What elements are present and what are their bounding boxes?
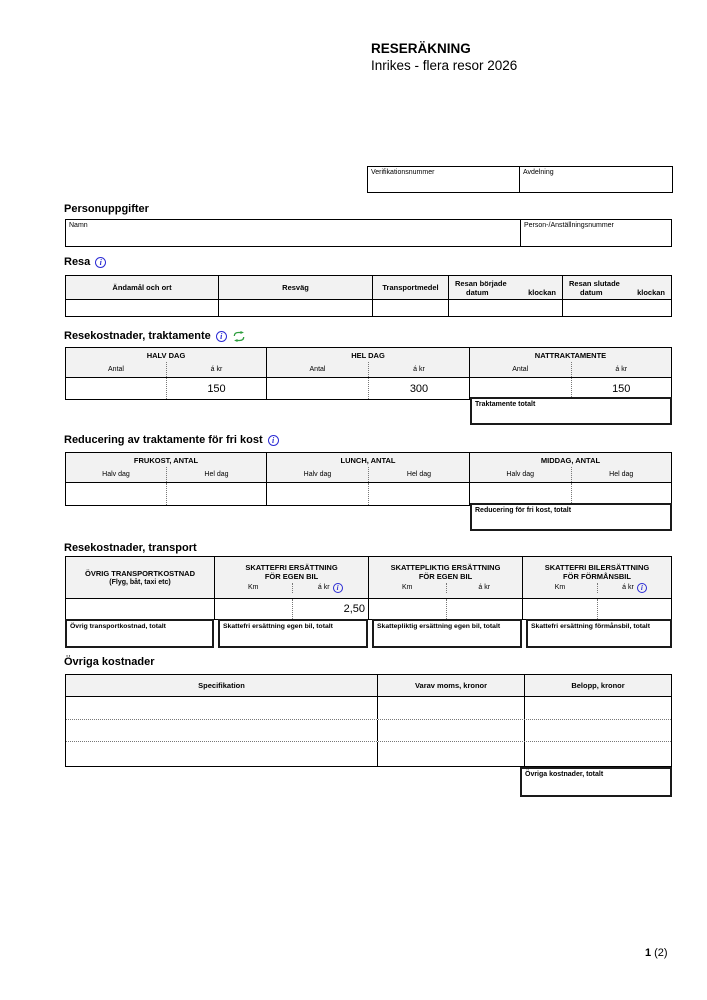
reducering-heading [64, 434, 279, 446]
heldag-label: Hel dag [368, 467, 469, 482]
reducering-group-frukost: FRUKOST, ANTAL [66, 453, 267, 467]
verifikationsnummer-field[interactable] [368, 167, 520, 192]
transport-table [65, 556, 672, 620]
skattefri-egen-akr-value[interactable]: 2,50 [292, 599, 369, 619]
verifikationsnummer-label: Verifikationsnummer [371, 169, 435, 176]
halvdag-akr-value[interactable]: 150 [166, 378, 266, 399]
traktamente-table [65, 347, 672, 400]
transport-heading: Resekostnader, transport [64, 542, 197, 554]
transport-totals-row [65, 619, 672, 648]
avdelning-label: Avdelning [523, 169, 554, 176]
skattepliktig-egen-akr-input[interactable] [446, 599, 523, 619]
akr-label: á kr [478, 583, 491, 591]
ovriga-spec-input-2[interactable] [66, 720, 378, 741]
akr-label: á kr [571, 362, 672, 377]
resa-table [65, 275, 672, 317]
personuppgifter-heading: Personuppgifter [64, 203, 149, 215]
halvdag-antal-input[interactable] [66, 378, 166, 399]
antal-label: Antal [512, 366, 529, 373]
skattepliktig-egen-km-input[interactable] [369, 599, 446, 619]
reducering-totalt-label: Reducering för fri kost, totalt [475, 507, 572, 514]
skattepliktig-egen-totalt-field[interactable] [372, 619, 522, 648]
resa-heading [64, 256, 106, 268]
formansbil-akr-input[interactable] [597, 599, 671, 619]
traktamente-group-halvdag: HALV DAG [66, 348, 267, 362]
traktamente-totalt-field[interactable] [470, 397, 672, 425]
resa-col-slutade: Resan slutade datum klockan [569, 278, 665, 297]
ovrig-transportkostnad-input[interactable] [66, 599, 215, 619]
resa-borjade-input[interactable] [449, 300, 563, 316]
info-icon[interactable]: i [216, 331, 227, 342]
traktamente-heading-label: Resekostnader, traktamente [64, 330, 211, 342]
frukost-heldag-input[interactable] [166, 483, 266, 505]
page-title: RESERÄKNING [371, 41, 471, 56]
traktamente-totalt-label: Traktamente totalt [475, 401, 536, 408]
transport-col-skattefri-egen: SKATTEFRI ERSÄTTNING FÖR EGEN BIL Km á kr i [215, 557, 369, 598]
ovriga-heading: Övriga kostnader [64, 656, 155, 668]
ovriga-totalt-label: Övriga kostnader, totalt [525, 771, 604, 778]
ovriga-spec-input-1[interactable] [66, 697, 378, 719]
ovriga-belopp-input-2[interactable] [525, 720, 671, 741]
resa-slutade-klockan-label: klockan [637, 287, 665, 297]
skattefri-egen-km-input[interactable] [215, 599, 292, 619]
reducering-table [65, 452, 672, 506]
personnummer-label: Person-/Anställningsnummer [524, 222, 614, 229]
formansbil-km-input[interactable] [523, 599, 597, 619]
lunch-heldag-input[interactable] [368, 483, 469, 505]
skattepliktig-egen-totalt-label: Skattepliktig ersättning egen bil, totalt [377, 623, 501, 630]
personuppgifter-table [65, 219, 672, 247]
antal-label: Antal [309, 366, 326, 373]
halvdag-label: Halv dag [506, 471, 535, 478]
resa-col-transportmedel: Transportmedel [373, 276, 449, 299]
ovriga-moms-input-1[interactable] [378, 697, 525, 719]
resa-col-resvag: Resväg [219, 276, 373, 299]
resa-slutade-input[interactable] [563, 300, 671, 316]
akr-label: á kr [368, 362, 469, 377]
km-label: Km [248, 583, 259, 591]
ovriga-belopp-input-1[interactable] [525, 697, 671, 719]
natt-antal-input[interactable] [470, 378, 571, 399]
formansbil-totalt-field[interactable] [526, 619, 672, 648]
resa-andamal-input[interactable] [66, 300, 219, 316]
ovrig-transportkostnad-totalt-field[interactable] [65, 619, 214, 648]
halvdag-label: Halv dag [102, 471, 130, 478]
resa-resvag-input[interactable] [219, 300, 373, 316]
resa-heading-label: Resa [64, 256, 91, 268]
lunch-halvdag-input[interactable] [267, 483, 368, 505]
reducering-group-middag: MIDDAG, ANTAL [540, 455, 601, 465]
resa-borjade-datum-label: datum [466, 287, 489, 297]
resa-borjade-klockan-label: klockan [528, 287, 556, 297]
traktamente-group-heldag: HEL DAG [267, 348, 470, 362]
avdelning-field[interactable] [520, 167, 672, 192]
personnummer-field[interactable] [521, 220, 671, 246]
page-number-current: 1 [645, 947, 652, 959]
info-icon[interactable]: i [268, 435, 279, 446]
ovriga-belopp-input-3[interactable] [525, 742, 671, 766]
heldag-label: Hel dag [166, 467, 266, 482]
middag-halvdag-input[interactable] [470, 483, 571, 505]
reducering-totalt-field[interactable] [470, 503, 672, 531]
resa-col-borjade: Resan började datum klockan [449, 276, 563, 299]
resa-slutade-datum-label: datum [580, 287, 603, 297]
page-number-total: (2) [654, 947, 668, 959]
traktamente-group-natt: NATTRAKTAMENTE [534, 350, 607, 360]
traktamente-heading [64, 330, 246, 342]
resa-transportmedel-input[interactable] [373, 300, 449, 316]
page-subtitle: Inrikes - flera resor 2026 [371, 58, 518, 73]
heldag-akr-value[interactable]: 300 [368, 378, 469, 399]
ovriga-moms-input-3[interactable] [378, 742, 525, 766]
info-icon[interactable]: i [333, 583, 343, 593]
transport-col-skattepliktig-egen: SKATTEPLIKTIG ERSÄTTNING FÖR EGEN BIL Km á kr [369, 557, 523, 598]
ovriga-table [65, 674, 672, 767]
ovriga-spec-input-3[interactable] [66, 742, 378, 766]
info-icon[interactable]: i [637, 583, 647, 593]
reducering-group-lunch: LUNCH, ANTAL [267, 453, 470, 467]
halvdag-label: Halv dag [303, 471, 332, 478]
reducering-heading-label: Reducering av traktamente för fri kost [64, 434, 263, 446]
ovriga-col-moms: Varav moms, kronor [378, 675, 525, 696]
resa-col-andamal: Ändamål och ort [66, 276, 219, 299]
sync-icon[interactable] [232, 331, 246, 342]
km-label: Km [402, 583, 413, 591]
akr-label: á kr [317, 583, 330, 591]
skattefri-egen-totalt-label: Skattefri ersättning egen bil, totalt [223, 623, 333, 630]
ovriga-col-specifikation: Specifikation [66, 675, 378, 696]
akr-label: á kr [166, 362, 266, 377]
namn-field[interactable] [66, 220, 521, 246]
page-number [645, 947, 668, 959]
frukost-halvdag-input[interactable] [66, 483, 166, 505]
ovriga-moms-input-2[interactable] [378, 720, 525, 741]
transport-col-ovrig: ÖVRIG TRANSPORTKOSTNAD (Flyg, båt, taxi etc) [66, 557, 215, 598]
info-icon[interactable]: i [95, 257, 106, 268]
akr-label: á kr [622, 583, 634, 591]
skattefri-egen-totalt-field[interactable] [218, 619, 368, 648]
verification-box [367, 166, 673, 193]
ovriga-col-belopp: Belopp, kronor [571, 681, 625, 690]
heldag-antal-input[interactable] [267, 378, 368, 399]
ovrig-transportkostnad-totalt-label: Övrig transportkostnad, totalt [70, 623, 166, 630]
natt-akr-value[interactable]: 150 [571, 378, 672, 399]
formansbil-totalt-label: Skattefri ersättning förmånsbil, totalt [531, 623, 650, 630]
middag-heldag-input[interactable] [571, 483, 672, 505]
heldag-label: Hel dag [571, 467, 672, 482]
transport-col-formansbil: SKATTEFRI BILERSÄTTNING FÖR FÖRMÅNSBIL Km á kr i [523, 557, 671, 598]
km-label: Km [554, 583, 566, 591]
antal-label: Antal [108, 366, 124, 373]
namn-label: Namn [69, 222, 88, 229]
ovriga-totalt-field[interactable] [520, 767, 672, 797]
